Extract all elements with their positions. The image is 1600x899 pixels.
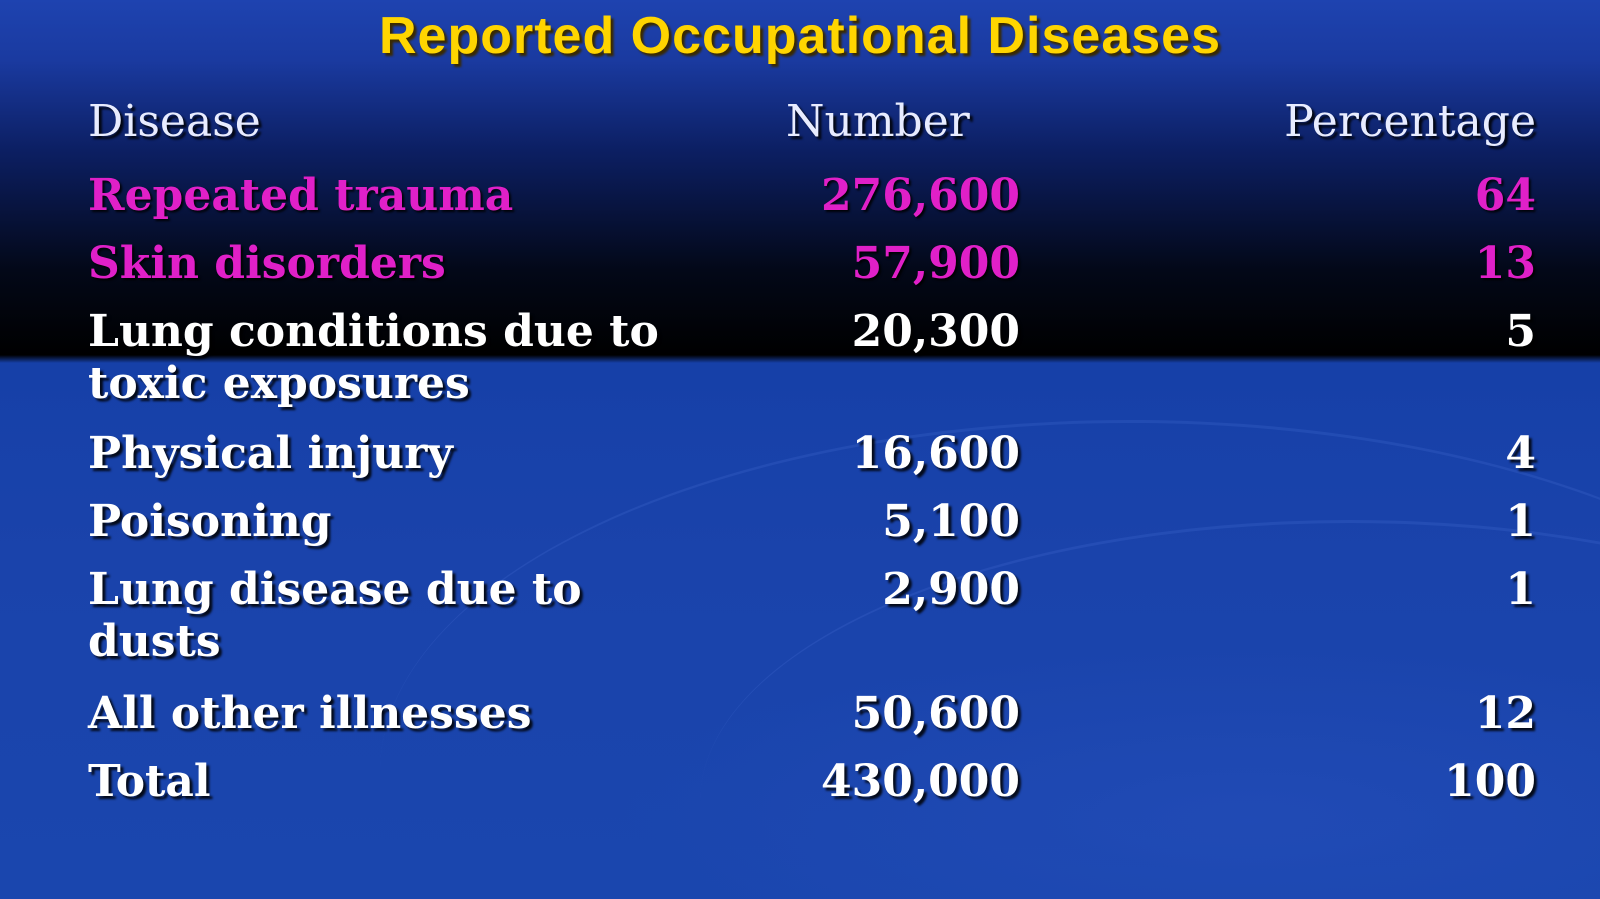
- background-swoosh: [380, 420, 1600, 899]
- disease-name: Skin disorders: [88, 238, 446, 289]
- disease-number: 276,600: [820, 170, 1020, 221]
- header-percentage: Percentage: [1284, 96, 1536, 147]
- disease-percentage: 12: [1474, 688, 1536, 739]
- disease-name: Repeated trauma: [88, 170, 514, 221]
- disease-percentage: 64: [1474, 170, 1536, 221]
- disease-percentage: 13: [1474, 238, 1536, 289]
- disease-number: 57,900: [851, 238, 1020, 289]
- background-swoosh: [700, 520, 1600, 899]
- disease-number: 20,300: [851, 306, 1020, 357]
- slide-title: Reported Occupational Diseases: [378, 7, 1222, 65]
- disease-number: 5,100: [882, 496, 1020, 547]
- disease-name-continued: dusts: [88, 616, 221, 667]
- header-disease: Disease: [88, 96, 261, 147]
- disease-name: Poisoning: [88, 496, 332, 547]
- disease-number: 2,900: [882, 564, 1020, 615]
- disease-percentage: 1: [1505, 564, 1536, 615]
- disease-name: Lung disease due to: [88, 564, 582, 615]
- disease-percentage: 5: [1505, 306, 1536, 357]
- disease-name: Total: [88, 756, 211, 807]
- disease-name-continued: toxic exposures: [88, 358, 470, 409]
- disease-name: Physical injury: [88, 428, 453, 479]
- disease-number: 430,000: [820, 756, 1020, 807]
- disease-name: All other illnesses: [88, 688, 532, 739]
- disease-percentage: 100: [1444, 756, 1536, 807]
- disease-number: 16,600: [851, 428, 1020, 479]
- disease-percentage: 1: [1505, 496, 1536, 547]
- header-number: Number: [786, 96, 970, 147]
- disease-name: Lung conditions due to: [88, 306, 659, 357]
- disease-percentage: 4: [1505, 428, 1536, 479]
- disease-number: 50,600: [851, 688, 1020, 739]
